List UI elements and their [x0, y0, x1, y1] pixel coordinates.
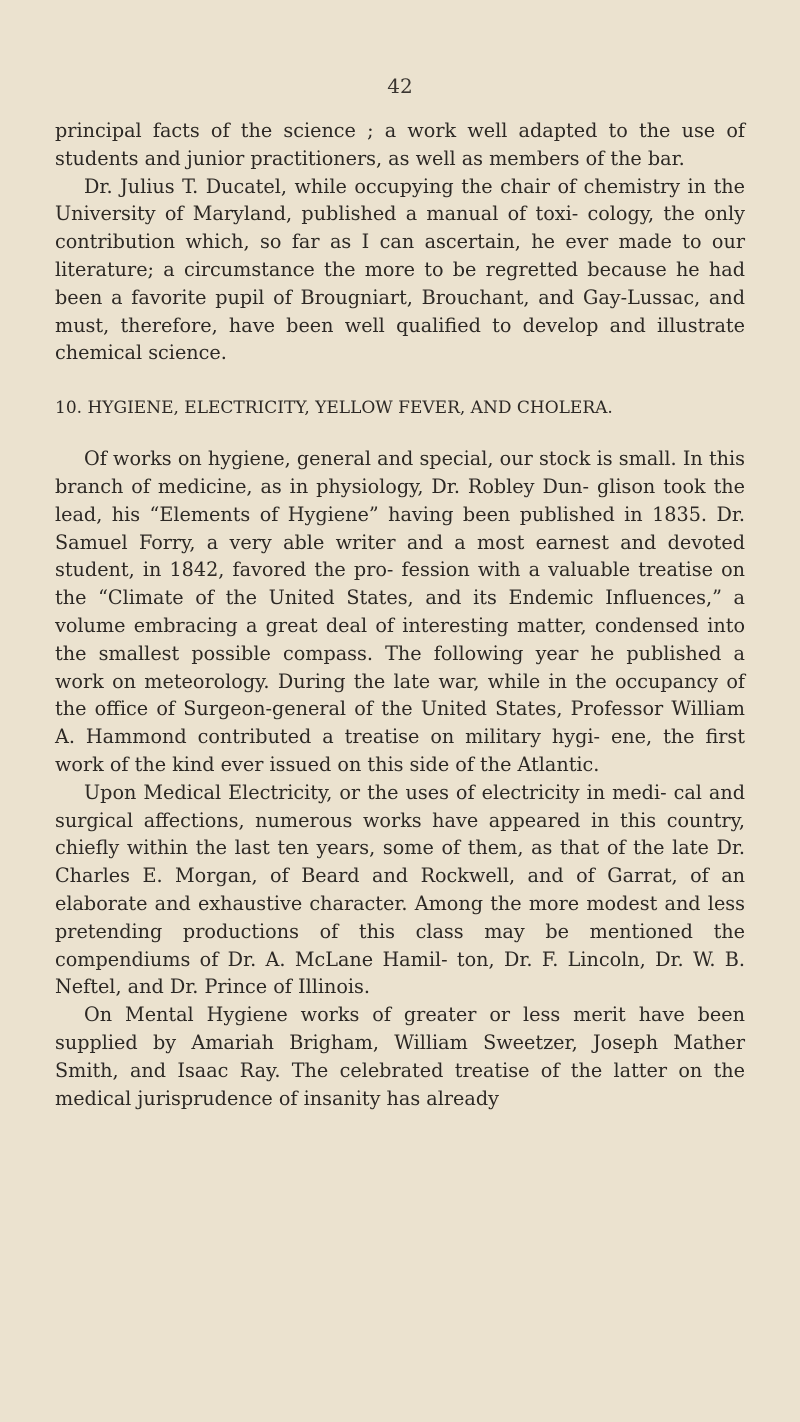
paragraph-ducatel: Dr. Julius T. Ducatel, while occupying the chair of chemistry in the University of Maryland, published a manual of toxi- cology, the only contribution which, so far as I can ascertain, he ever made to our literature; a circumstance the more to be regretted because he had been a favorite pupil of Brougniart, Brouchant, and Gay-Lussac, and must, therefore, have been well qualified to develop and illustrate chemical science.: [55, 174, 745, 365]
paragraph-mental-hygiene: On Mental Hygiene works of greater or less merit have been supplied by Amariah Brigham, William Sweetzer, Joseph Mather Smith, and Isaac Ray. The celebrated treatise of the latter on the medical jurisprudence of insanity has already: [55, 1003, 745, 1110]
section-heading: 10. HYGIENE, ELECTRICITY, YELLOW FEVER, AND CHOLERA.: [55, 398, 613, 419]
paragraph-continued: principal facts of the science ; a work well adapted to the use of students and junior practitioners, as well as members of the bar.: [55, 119, 745, 170]
page-body: [55, 117, 745, 1112]
paragraph-medical-electricity: Upon Medical Electricity, or the uses of electricity in medi- cal and surgical affections, numerous works have appeared in this country, chiefly within the last ten years, some of them, as that of the late Dr. Charles E. Morgan, of Beard and Rockwell, and of Garrat, of an elaborate and exhaustive character. Among the more modest and less pretending productions of this class may be mentioned the compendiums of Dr. A. McLane Hamil- ton, Dr. F. Lincoln, Dr. W. B. Neftel, and Dr. Prince of Illinois.: [55, 780, 745, 999]
page-number: 42: [387, 74, 413, 98]
paragraph-hygiene: Of works on hygiene, general and special, our stock is small. In this branch of medicine, as in physiology, Dr. Robley Dun- glison took the lead, his “Elements of Hygiene” having been published in 1835. Dr. Samuel Forry, a very able writer and a most earnest and devoted student, in 1842, favored the pro- fession with a valuable treatise on the “Climate of the United States, and its Endemic Influences,” a volume embracing a great deal of interesting matter, condensed into the smallest possible compass. The following year he published a work on meteorology. During the late war, while in the occupancy of the office of Surgeon-general of the United States, Professor William A. Hammond contributed a treatise on military hygi- ene, the first work of the kind ever issued on this side of the Atlantic.: [55, 447, 745, 776]
